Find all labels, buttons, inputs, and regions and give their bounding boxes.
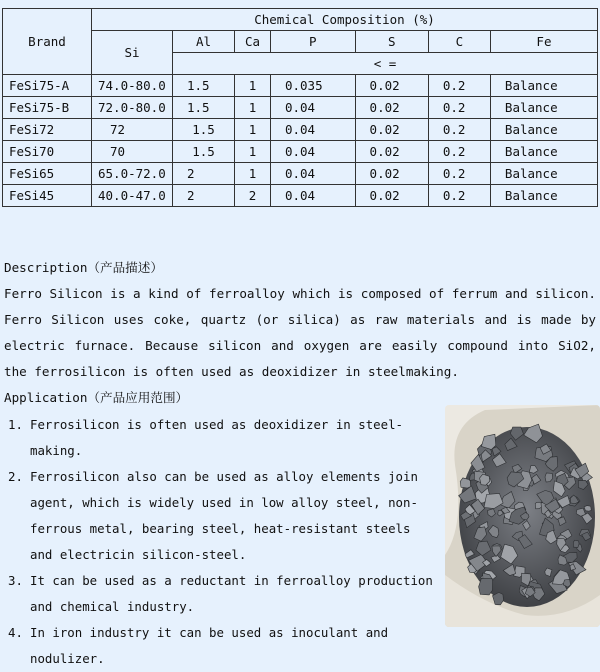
table-row bbox=[3, 185, 598, 207]
si-cell: 72 bbox=[92, 119, 173, 141]
brand-cell: FeSi75-A bbox=[3, 75, 92, 97]
ferrosilicon-lump bbox=[479, 578, 493, 595]
application-heading: Application（产品应用范围） bbox=[4, 390, 189, 405]
si-cell: 70 bbox=[92, 141, 173, 163]
item-number: 1. bbox=[8, 417, 23, 432]
description-body: Ferro Silicon is a kind of ferroalloy which is composed of ferrum and silicon. Ferro Silicon uses coke, quartz (or silica) as raw materials and is made by electric furnace. Because silicon and oxygen are easily compound into SiO2, the ferrosilicon is often used as deoxidizer in steelmaking. bbox=[4, 286, 596, 379]
c-cell: 0.2 bbox=[428, 141, 490, 163]
si-cell: 40.0-47.0 bbox=[92, 185, 173, 207]
ferrosilicon-lump bbox=[584, 506, 591, 512]
description-heading: Description（产品描述） bbox=[4, 260, 163, 275]
al-cell: 2 bbox=[173, 185, 235, 207]
al-cell: 1.5 bbox=[173, 97, 235, 119]
p-cell: 0.04 bbox=[270, 185, 355, 207]
ca-cell: 2 bbox=[235, 185, 271, 207]
c-cell: 0.2 bbox=[428, 75, 490, 97]
ca-cell: 1 bbox=[235, 119, 271, 141]
brand-cell: FeSi65 bbox=[3, 163, 92, 185]
max-limit-row: < = bbox=[173, 53, 598, 75]
col-s-header: S bbox=[355, 31, 428, 53]
item-number: 4. bbox=[8, 625, 23, 640]
list-item bbox=[8, 464, 438, 568]
si-cell: 74.0-80.0 bbox=[92, 75, 173, 97]
p-cell: 0.035 bbox=[270, 75, 355, 97]
c-cell: 0.2 bbox=[428, 119, 490, 141]
ca-cell: 1 bbox=[235, 97, 271, 119]
list-item bbox=[8, 412, 438, 464]
al-cell: 1.5 bbox=[173, 141, 235, 163]
c-cell: 0.2 bbox=[428, 97, 490, 119]
fe-cell: Balance bbox=[490, 141, 597, 163]
item-text: In iron industry it can be used as inoculant and nodulizer. bbox=[30, 625, 389, 666]
ferrosilicon-photo bbox=[445, 405, 600, 627]
composition-table bbox=[2, 8, 598, 207]
fe-cell: Balance bbox=[490, 185, 597, 207]
si-cell: 65.0-72.0 bbox=[92, 163, 173, 185]
item-text: Ferrosilicon is often used as deoxidizer in steel- making. bbox=[30, 417, 403, 458]
table-row bbox=[3, 97, 598, 119]
list-item bbox=[8, 620, 438, 672]
c-cell: 0.2 bbox=[428, 163, 490, 185]
brand-cell: FeSi75-B bbox=[3, 97, 92, 119]
p-cell: 0.04 bbox=[270, 141, 355, 163]
s-cell: 0.02 bbox=[355, 185, 428, 207]
p-cell: 0.04 bbox=[270, 119, 355, 141]
composition-header: Chemical Composition (%) bbox=[92, 9, 598, 31]
application-list bbox=[8, 412, 438, 672]
item-text: Ferrosilicon also can be used as alloy elements join agent, which is widely used in low alloy steel, non-ferrous metal, bearing steel, heat-resistant steels and electricin silicon-steel. bbox=[30, 469, 418, 562]
ferrosilicon-lump bbox=[573, 540, 579, 547]
table-row bbox=[3, 119, 598, 141]
s-cell: 0.02 bbox=[355, 75, 428, 97]
ferrosilicon-lump bbox=[460, 478, 470, 488]
fe-cell: Balance bbox=[490, 75, 597, 97]
c-cell: 0.2 bbox=[428, 185, 490, 207]
item-number: 3. bbox=[8, 573, 23, 588]
ferrosilicon-lumps-image bbox=[445, 405, 600, 627]
s-cell: 0.02 bbox=[355, 141, 428, 163]
col-ca-header: Ca bbox=[235, 31, 271, 53]
brand-cell: FeSi45 bbox=[3, 185, 92, 207]
p-cell: 0.04 bbox=[270, 97, 355, 119]
item-text: It can be used as a reductant in ferroalloy production and chemical industry. bbox=[30, 573, 433, 614]
si-cell: 72.0-80.0 bbox=[92, 97, 173, 119]
al-cell: 1.5 bbox=[173, 119, 235, 141]
col-fe-header: Fe bbox=[490, 31, 597, 53]
s-cell: 0.02 bbox=[355, 119, 428, 141]
p-cell: 0.04 bbox=[270, 163, 355, 185]
ca-cell: 1 bbox=[235, 163, 271, 185]
ca-cell: 1 bbox=[235, 141, 271, 163]
list-item bbox=[8, 568, 438, 620]
brand-header: Brand bbox=[3, 9, 92, 75]
fe-cell: Balance bbox=[490, 97, 597, 119]
ca-cell: 1 bbox=[235, 75, 271, 97]
brand-cell: FeSi72 bbox=[3, 119, 92, 141]
si-header: Si bbox=[92, 31, 173, 75]
fe-cell: Balance bbox=[490, 119, 597, 141]
table-row bbox=[3, 163, 598, 185]
col-p-header: P bbox=[270, 31, 355, 53]
description-section bbox=[4, 255, 596, 411]
col-c-header: C bbox=[428, 31, 490, 53]
s-cell: 0.02 bbox=[355, 163, 428, 185]
col-al-header: Al bbox=[173, 31, 235, 53]
item-number: 2. bbox=[8, 469, 23, 484]
al-cell: 1.5 bbox=[173, 75, 235, 97]
al-cell: 2 bbox=[173, 163, 235, 185]
table-row bbox=[3, 75, 598, 97]
brand-cell: FeSi70 bbox=[3, 141, 92, 163]
table-row bbox=[3, 141, 598, 163]
fe-cell: Balance bbox=[490, 163, 597, 185]
s-cell: 0.02 bbox=[355, 97, 428, 119]
